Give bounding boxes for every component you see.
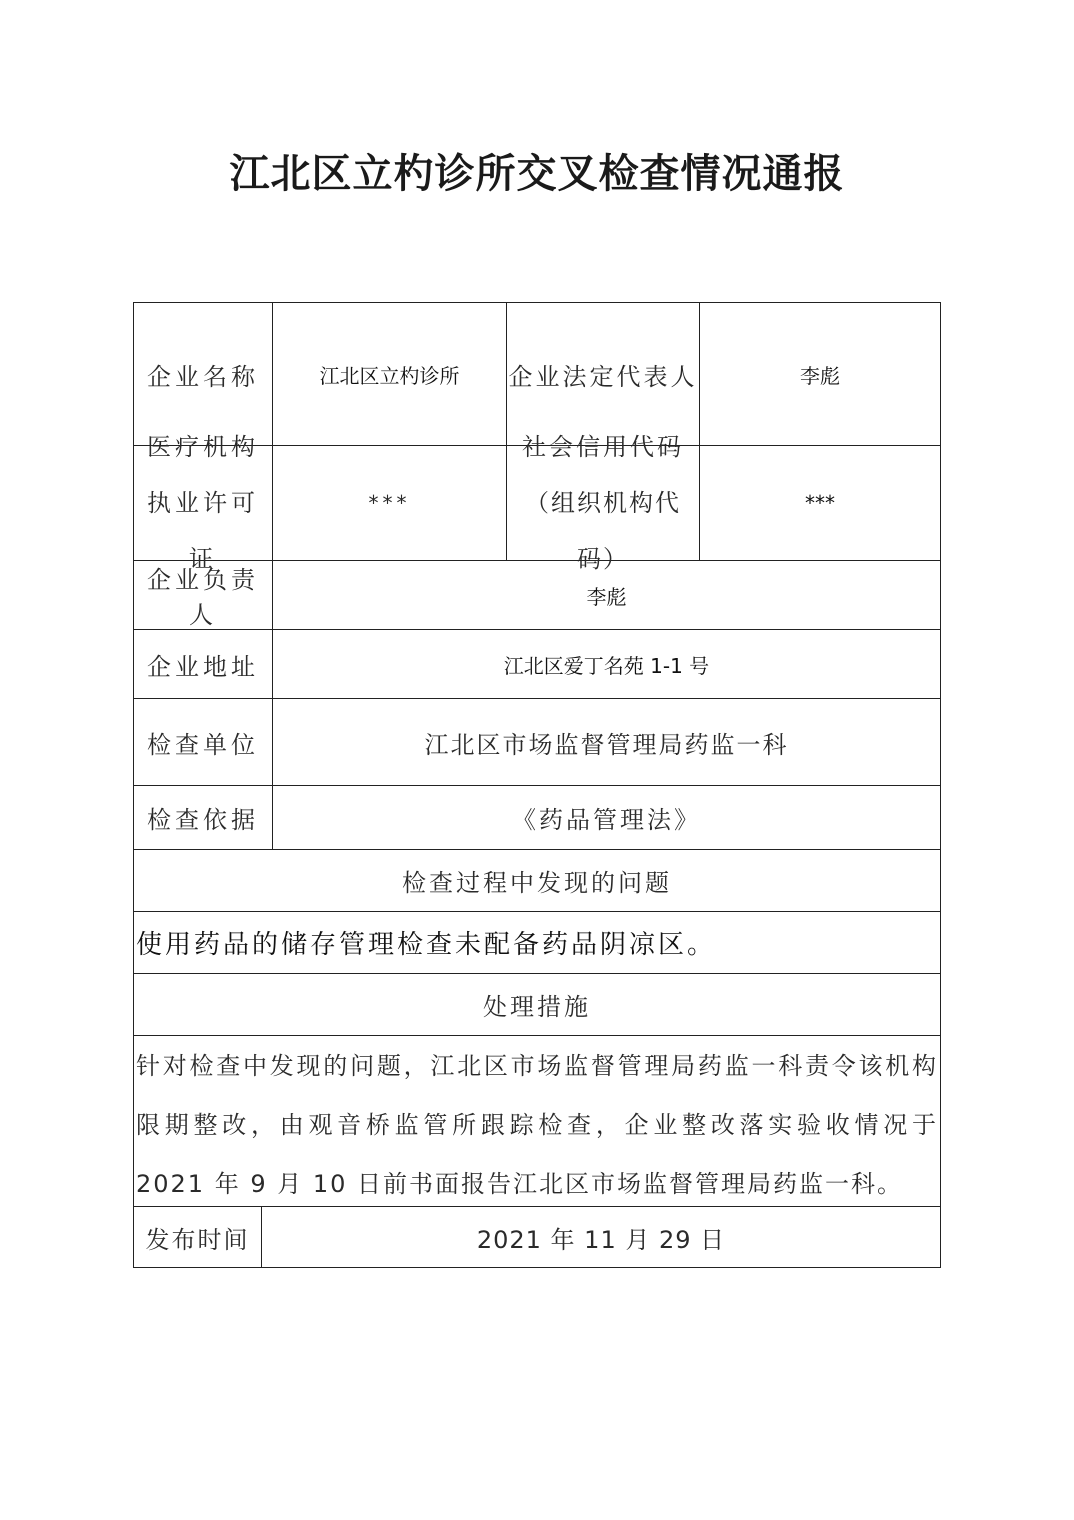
credit-code-label	[507, 433, 700, 573]
issues-text: 使用药品的储存管理检查未配备药品阴凉区。	[134, 912, 940, 974]
license-label-line1: 医疗机构	[147, 433, 259, 461]
license-label-line2: 执业许可证	[147, 489, 259, 573]
enterprise-name-label: 企业名称	[134, 303, 273, 446]
measures-header: 处理措施	[134, 974, 940, 1036]
measures-text: 针对检查中发现的问题，江北区市场监督管理局药监一科责令该机构限期整改，由观音桥监管所跟踪检查，企业整改落实验收情况于 2021 年 9 月 10 日前书面报告江北区市场监督管理局药监一科。	[134, 1036, 940, 1207]
address-value: 江北区爱丁名苑 1-1 号	[273, 630, 940, 699]
enterprise-name-value: 江北区立杓诊所	[273, 303, 507, 446]
inspection-unit-value: 江北区市场监督管理局药监一科	[273, 699, 940, 786]
issues-header: 检查过程中发现的问题	[134, 850, 940, 912]
credit-code-label-line2: （组织机构代码）	[525, 489, 681, 573]
address-label: 企业地址	[134, 630, 273, 699]
person-in-charge-label: 企业负责人	[134, 561, 273, 630]
page-title: 江北区立杓诊所交叉检查情况通报	[229, 151, 845, 197]
report-table	[133, 302, 941, 1268]
legal-rep-label: 企业法定代表人	[507, 303, 700, 446]
credit-code-label-line1: 社会信用代码	[522, 433, 684, 461]
inspection-unit-label: 检查单位	[134, 699, 273, 786]
legal-rep-value: 李彪	[700, 303, 940, 446]
publish-time-label: 发布时间	[134, 1207, 262, 1267]
person-in-charge-value: 李彪	[273, 561, 940, 630]
publish-time-value: 2021 年 11 月 29 日	[476, 1225, 726, 1254]
credit-code-value: ***	[700, 446, 940, 561]
license-value: ***	[273, 446, 507, 561]
inspection-basis-value: 《药品管理法》	[273, 786, 940, 850]
license-label	[134, 433, 273, 573]
inspection-basis-label: 检查依据	[134, 786, 273, 850]
